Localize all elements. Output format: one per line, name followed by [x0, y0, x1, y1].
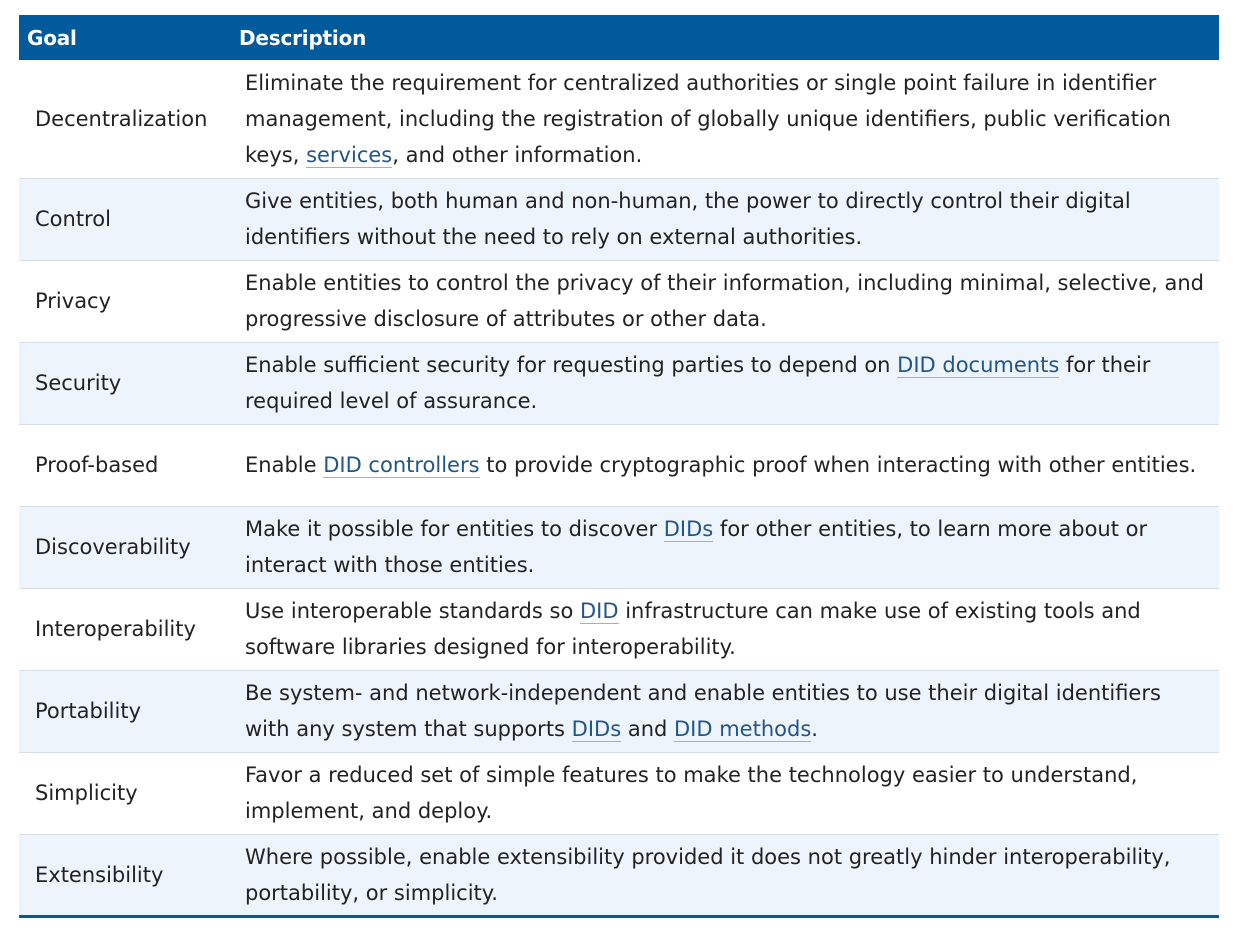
description-text: Where possible, enable extensibility provided it does not greatly hinder interoperability, portability, or simplicity.	[245, 844, 1171, 905]
table-row	[19, 588, 1219, 670]
table-row	[19, 260, 1219, 342]
description-cell	[225, 506, 1219, 588]
goal-cell: Interoperability	[19, 588, 225, 670]
description-text: for other entities, to learn more about or interact with those entities.	[245, 517, 1148, 577]
goal-cell: Simplicity	[19, 752, 225, 834]
table-header	[19, 15, 1219, 60]
table-row	[19, 178, 1219, 260]
header-row	[19, 15, 1219, 60]
description-text: Enable	[245, 453, 324, 477]
goal-cell: Discoverability	[19, 506, 225, 588]
term-link[interactable]: DID documents	[897, 353, 1060, 377]
description-text: Give entities, both human and non-human, the power to directly control their digital identifiers without the need to rely on external authorities.	[245, 189, 1131, 249]
goal-cell: Extensibility	[19, 834, 225, 916]
table-row	[19, 834, 1219, 916]
table-row	[19, 60, 1219, 178]
description-text: Eliminate the requirement for centralized authorities or single point failure in identifier management, including the registration of globally unique identifiers, public verification keys,	[245, 70, 1171, 167]
goal-cell: Decentralization	[35, 106, 208, 131]
goal-cell: Control	[19, 178, 225, 260]
table-row	[19, 424, 1219, 506]
goal-cell: Proof-based	[19, 424, 225, 506]
description-text: , and other information.	[392, 142, 643, 167]
description-cell	[225, 670, 1219, 752]
description-text: for their required level of assurance.	[245, 353, 1151, 413]
term-link[interactable]: DID methods	[674, 717, 812, 741]
table-row	[19, 670, 1219, 752]
description-cell	[225, 424, 1219, 506]
description-text: Favor a reduced set of simple features to make the technology easier to understand, implement, and deploy.	[245, 763, 1138, 823]
goal-cell: Security	[19, 342, 225, 424]
goal-cell: Portability	[19, 670, 225, 752]
table-row	[19, 752, 1219, 834]
description-cell	[225, 60, 1219, 178]
description-text: Be system- and network-independent and enable entities to use their digital identifiers with any system that supports	[245, 681, 1161, 741]
design-goals-table	[19, 15, 1219, 918]
description-text: .	[811, 717, 818, 741]
table-row	[19, 342, 1219, 424]
description-text: infrastructure can make use of existing tools and software libraries designed for interoperability.	[245, 599, 1141, 659]
term-link[interactable]: DID controllers	[323, 453, 480, 477]
term-link[interactable]: DID	[579, 599, 619, 623]
description-cell	[225, 260, 1219, 342]
description-column-header: Description	[225, 15, 1219, 60]
goal-cell: Privacy	[19, 260, 225, 342]
description-cell	[225, 588, 1219, 670]
description-text: Enable sufficient security for requesting parties to depend on	[245, 353, 898, 377]
description-cell	[225, 178, 1219, 260]
term-link[interactable]: DIDs	[571, 717, 622, 741]
description-text: and	[621, 717, 675, 741]
description-cell	[225, 834, 1219, 916]
term-link[interactable]: DIDs	[663, 517, 714, 541]
description-cell	[225, 342, 1219, 424]
description-text: to provide cryptographic proof when interacting with other entities.	[479, 453, 1197, 477]
description-text: Make it possible for entities to discover	[245, 517, 664, 541]
description-cell	[225, 752, 1219, 834]
description-text: Use interoperable standards so	[245, 599, 580, 623]
table-body	[19, 60, 1219, 916]
goal-column-header: Goal	[19, 15, 225, 60]
term-link[interactable]: services	[306, 142, 393, 167]
description-text: Enable entities to control the privacy of their information, including minimal, selective, and progressive disclosure of attributes or other data.	[245, 271, 1204, 331]
table-row	[19, 506, 1219, 588]
